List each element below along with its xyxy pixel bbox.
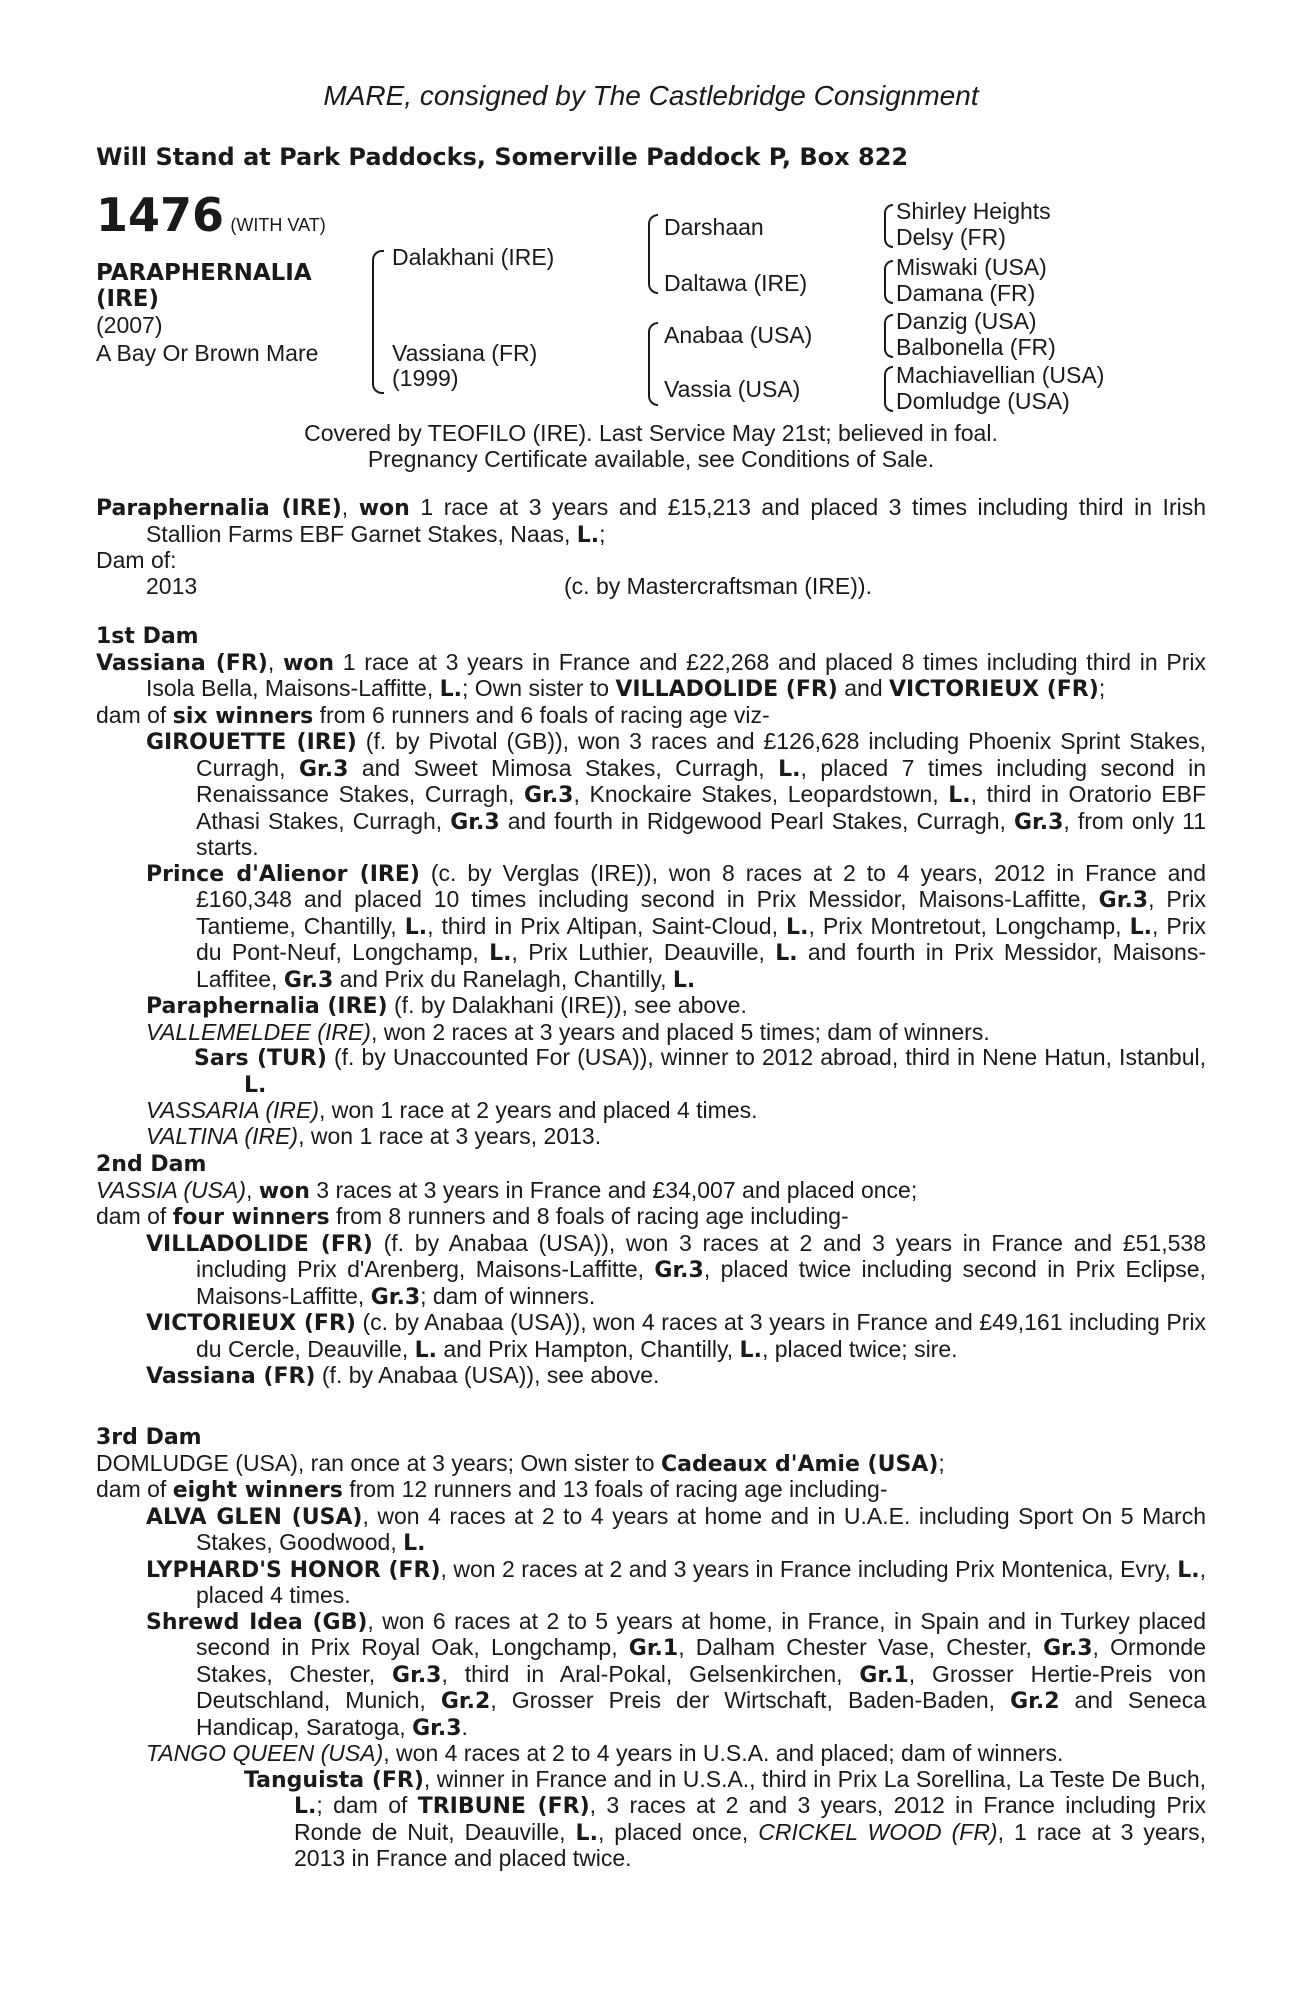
won-label: won	[358, 496, 410, 521]
text: , third in Prix Altipan, Saint-Cloud,	[427, 912, 787, 939]
third-dam-section	[96, 1425, 1206, 1872]
text: DOMLUDGE (USA), ran once at 3 years; Own sister to	[96, 1449, 661, 1476]
grade-label: Gr.3	[1098, 888, 1149, 913]
text: ;	[1098, 675, 1106, 701]
text: , Prix Tantieme, Chantilly,	[196, 886, 1207, 939]
produce-entry	[96, 1020, 1206, 1046]
text: (f. by Unaccounted For (USA)), winner to 2012 abroad, third in Nene Hatun, Istanbul,	[326, 1044, 1207, 1070]
text: , 3 races at 2 and 3 years, 2012 in France including Prix Ronde de Nuit, Deauville,	[294, 1792, 1206, 1845]
text: (c. by Anabaa (USA)), won 4 races at 3 years in France and £49,161 including Prix du Cercle, Deauville,	[196, 1309, 1206, 1362]
produce-name: TRIBUNE (FR)	[417, 1794, 590, 1819]
produce-name: VALTINA (IRE)	[146, 1122, 299, 1149]
dam-record	[96, 1451, 1206, 1478]
sibling-name: VILLADOLIDE (FR)	[615, 677, 838, 702]
text: (f. by Anabaa (USA)), won 3 races at 2 and 3 years in France and £51,538 including Prix d'Arenberg, Maisons-Laffitte,	[196, 1229, 1206, 1282]
dam-dam: Vassia (USA)	[664, 376, 801, 402]
produce-entry	[96, 861, 1206, 994]
grade-label: Gr.3	[654, 1258, 704, 1283]
text: from 6 runners and 6 foals of racing age viz-	[313, 701, 770, 728]
section-heading: 1st Dam	[96, 624, 199, 649]
grade-label: Gr.3	[370, 1284, 421, 1310]
text: from 8 runners and 8 foals of racing age including-	[329, 1203, 849, 1229]
dam-record: VASSIA (USA), won 3 races at 3 years in France and £34,007 and placed once;	[96, 1176, 918, 1204]
text: , from only 11 starts.	[196, 807, 1206, 860]
covered-note	[96, 420, 1206, 472]
produce-entry	[96, 729, 1206, 861]
produce-name: Vassiana (FR)	[146, 1364, 316, 1389]
dam-name: VASSIA (USA)	[96, 1176, 246, 1203]
grade-label: Gr.2	[440, 1689, 491, 1714]
produce-name: CRICKEL WOOD (FR)	[758, 1818, 998, 1845]
text: dam of	[96, 701, 173, 728]
text: (f. by Dalakhani (IRE)), see above.	[387, 992, 747, 1018]
text: , Knockaire Stakes, Leopardstown,	[573, 781, 949, 807]
text: , placed 7 times including second in Renaissance Stakes, Curragh,	[196, 754, 1207, 807]
grade-label: Gr.3	[392, 1662, 442, 1688]
text: , placed twice; sire.	[761, 1335, 958, 1362]
text: , won 1 race at 2 years and placed 4 times.	[318, 1097, 758, 1123]
text: , placed twice including second in Prix Eclipse, Maisons-Laffitte,	[196, 1256, 1206, 1309]
text: , 1 race at 3 years, 2013 in France and placed twice.	[294, 1818, 1207, 1871]
page-title: MARE, consigned by The Castlebridge Consignment	[323, 80, 979, 111]
vat-note: (WITH VAT)	[230, 215, 326, 235]
section-heading: 3rd Dam	[96, 1425, 202, 1450]
mare-record: Paraphernalia (IRE), won 1 race at 3 years and £15,213 and placed 3 times including third in Irish Stallion Farms EBF Garnet Stakes, Naas, L.;	[96, 494, 1207, 548]
pedigree-brace	[884, 314, 893, 358]
produce-name: GIROUETTE (IRE)	[146, 730, 357, 755]
produce-entry	[96, 1363, 1206, 1390]
ped-sss: Shirley Heights	[896, 198, 1051, 224]
text: , Prix Luthier, Deauville,	[511, 939, 776, 965]
produce-name: Shrewd Idea (GB)	[146, 1609, 368, 1635]
grade-label: Gr.3	[1043, 1636, 1093, 1661]
pedigree-brace	[884, 260, 893, 304]
text: (f. by Anabaa (USA)), see above.	[315, 1362, 660, 1388]
dam-name: Vassiana (FR)	[96, 650, 268, 676]
horse-year: (2007)	[96, 312, 163, 338]
text: , won 6 races at 2 to 5 years at home, in France, in Spain and in Turkey placed second in Prix Royal Oak, Longchamp,	[196, 1607, 1207, 1660]
text: and	[837, 675, 890, 701]
produce-entry	[96, 1124, 1206, 1150]
text: , Ormonde Stakes, Chester,	[196, 1634, 1207, 1687]
listed-label: L.	[778, 756, 801, 782]
produce-entry	[96, 1045, 1206, 1098]
pedigree-brace	[648, 322, 658, 406]
produce-year: 2013	[146, 572, 198, 599]
dam-of-line	[96, 1204, 1206, 1231]
text: , won 2 races at 3 years and placed 5 times; dam of winners.	[370, 1018, 990, 1045]
section-heading: 2nd Dam	[96, 1152, 207, 1177]
ped-sds: Miswaki (USA)	[896, 254, 1047, 280]
dam-of-line	[96, 1477, 1206, 1504]
pedigree-brace	[372, 250, 384, 394]
text: , won 4 races at 2 to 4 years at home and in U.A.E. including Sport On 5 March Stakes, Goodwood,	[196, 1502, 1206, 1555]
listed-label: L.	[948, 783, 971, 808]
lot-heading	[96, 188, 326, 242]
text: and fourth in Ridgewood Pearl Stakes, Curragh,	[499, 807, 1014, 834]
sibling-name: VICTORIEUX (FR)	[889, 677, 1099, 702]
sire-dam: Daltawa (IRE)	[664, 270, 808, 296]
produce-name: VICTORIEUX (FR)	[146, 1311, 356, 1336]
produce-entry	[96, 1767, 1206, 1872]
text: ; dam of winners.	[420, 1282, 596, 1309]
covered-line: Covered by TEOFILO (IRE). Last Service May 21st; believed in foal.	[304, 420, 998, 446]
sire-sire: Darshaan	[664, 214, 764, 240]
listed-label: L.	[244, 1072, 267, 1098]
text: , placed 4 times.	[196, 1555, 1207, 1608]
text: , won 4 races at 2 to 4 years in U.S.A. and placed; dam of winners.	[383, 1740, 1064, 1766]
text: , placed once,	[597, 1818, 759, 1845]
produce-name: Sars (TUR)	[194, 1046, 327, 1071]
text: from 12 runners and 13 foals of racing age including-	[342, 1476, 888, 1502]
listed-label: L.	[775, 941, 798, 966]
horse-description: A Bay Or Brown Mare	[96, 340, 319, 366]
listed-label: L.	[404, 914, 428, 940]
sibling-name: Cadeaux d'Amie (USA)	[660, 1451, 939, 1477]
grade-label: Gr.3	[412, 1715, 462, 1741]
text: , Grosser Preis der Wirtschaft, Baden-Baden,	[490, 1687, 1011, 1713]
text: , won 2 races at 2 and 3 years in France including Prix Montenica, Evry,	[440, 1555, 1178, 1582]
listed-label: L.	[403, 1531, 426, 1556]
produce-name: TANGO QUEEN (USA)	[146, 1740, 384, 1766]
produce-name: ALVA GLEN (USA)	[146, 1504, 363, 1530]
listed-label: L.	[1129, 914, 1152, 940]
text: (c. by Verglas (IRE)), won 8 races at 2 to 4 years, 2012 in France and £160,348 and placed 10 times including second in Prix Messidor, Maisons-Laffitte,	[196, 859, 1206, 912]
horse-name: PARAPHERNALIA	[96, 260, 312, 286]
listed-label: L.	[739, 1337, 762, 1363]
mare-text: 1 race at 3 years and £15,213 and placed 3 times including third in Irish Stallion Farms EBF Garnet Stakes, Naas,	[146, 494, 1207, 547]
produce-name: Paraphernalia (IRE)	[146, 994, 388, 1019]
ped-dss: Danzig (USA)	[896, 308, 1037, 334]
ped-sdd: Damana (FR)	[896, 280, 1036, 306]
produce-entry	[96, 1557, 1206, 1609]
winners-count: six winners	[172, 703, 314, 729]
dam-record: Vassiana (FR), won 1 race at 3 years in France and £22,268 and placed 8 times including third in Prix Isola Bella, Maisons-Laffitte, L.; Own sister to VILLADOLIDE (FR) and VICTORIEUX (FR);	[96, 648, 1207, 702]
text: and Prix Hampton, Chantilly,	[437, 1335, 740, 1362]
ped-ssd: Delsy (FR)	[896, 224, 1006, 250]
text: dam of	[96, 1203, 173, 1229]
text: dam of	[96, 1476, 173, 1502]
second-dam-section	[96, 1152, 1206, 1390]
text: (f. by Pivotal (GB)), won 3 races and £126,628 including Phoenix Sprint Stakes, Curragh,	[196, 728, 1206, 781]
won-label: won	[258, 1178, 310, 1204]
listed-label: L.	[672, 967, 696, 993]
grade-label: Gr.3	[283, 967, 334, 993]
text: , Prix Montretout, Longchamp,	[808, 912, 1130, 939]
text: and Sweet Mimosa Stakes, Curragh,	[348, 754, 779, 781]
dam: Vassiana (FR)	[392, 340, 538, 366]
produce-name: VASSARIA (IRE)	[146, 1097, 319, 1123]
text: ; dam of	[316, 1792, 418, 1818]
text: 1 race at 3 years in France and £22,268 and placed 8 times including third in Prix Isola Bella, Maisons-Laffitte,	[146, 648, 1207, 701]
listed-label: L.	[576, 522, 600, 548]
text: , winner in France and in U.S.A., third in Prix La Sorellina, La Teste De Buch,	[423, 1765, 1206, 1792]
lot-number: 1476	[96, 188, 225, 242]
pregnancy-line: Pregnancy Certificate available, see Conditions of Sale.	[367, 446, 935, 472]
listed-label: L.	[1177, 1557, 1200, 1583]
listed-label: L.	[786, 914, 809, 940]
text: 3 races at 3 years in France and £34,007 and placed once;	[309, 1176, 918, 1203]
produce-name: Tanguista (FR)	[244, 1767, 424, 1793]
text: , Dalham Chester Vase, Chester,	[678, 1634, 1044, 1660]
produce-name: VILLADOLIDE (FR)	[146, 1231, 373, 1257]
dam-of-label: Dam of:	[96, 547, 177, 573]
text: , third in Aral-Pokal, Gelsenkirchen,	[441, 1660, 860, 1687]
pedigree-brace	[648, 214, 658, 294]
produce-desc: (c. by Mastercraftsman (IRE)).	[564, 572, 872, 599]
text: and Seneca Handicap, Saratoga,	[196, 1687, 1206, 1740]
text: ; Own sister to	[462, 675, 616, 701]
horse-country: (IRE)	[96, 286, 160, 312]
produce-entry	[96, 1609, 1206, 1742]
text: , Grosser Hertie-Preis von Deutschland, Munich,	[196, 1660, 1206, 1713]
produce-row	[96, 574, 1206, 600]
text: and Prix du Ranelagh, Chantilly,	[333, 965, 673, 992]
stand-location: Will Stand at Park Paddocks, Somerville Paddock P, Box 822	[96, 143, 909, 171]
pedigree-brace	[884, 204, 893, 248]
grade-label: Gr.3	[298, 756, 349, 782]
listed-label: L.	[294, 1794, 317, 1819]
mare-summary	[96, 495, 1206, 600]
produce-name: LYPHARD'S HONOR (FR)	[146, 1557, 441, 1583]
punct: ;	[599, 520, 606, 547]
grade-label: Gr.3	[524, 783, 574, 808]
won-label: won	[282, 650, 335, 676]
winners-count: four winners	[172, 1205, 330, 1230]
listed-label: L.	[439, 677, 462, 702]
text: ;	[938, 1449, 945, 1476]
produce-entry	[96, 1310, 1206, 1363]
produce-entry	[96, 993, 1206, 1020]
pedigree-brace	[884, 366, 893, 412]
winners-count: eight winners	[172, 1478, 343, 1503]
grade-label: Gr.3	[450, 809, 500, 835]
listed-label: L.	[575, 1820, 598, 1846]
produce-entry	[96, 1098, 1206, 1124]
first-dam-section	[96, 624, 1206, 1149]
text: and fourth in Prix Messidor, Maisons-Laffitee,	[196, 939, 1206, 992]
dam-of-line	[96, 703, 1206, 730]
ped-dds: Machiavellian (USA)	[896, 362, 1105, 388]
produce-entry	[96, 1741, 1206, 1767]
grade-label: Gr.1	[628, 1636, 679, 1661]
text: .	[461, 1713, 468, 1740]
grade-label: Gr.1	[859, 1662, 909, 1688]
ped-dsd: Balbonella (FR)	[896, 334, 1056, 360]
grade-label: Gr.2	[1010, 1689, 1060, 1714]
sire: Dalakhani (IRE)	[392, 244, 555, 270]
mare-name: Paraphernalia (IRE)	[96, 496, 342, 521]
grade-label: Gr.3	[1013, 809, 1064, 835]
produce-name: Prince d'Alienor (IRE)	[146, 861, 420, 887]
dam-year: (1999)	[392, 365, 459, 391]
ped-ddd: Domludge (USA)	[896, 388, 1070, 414]
produce-name: VALLEMELDEE (IRE)	[146, 1018, 371, 1045]
listed-label: L.	[414, 1337, 437, 1363]
produce-entry	[96, 1231, 1206, 1311]
listed-label: L.	[489, 941, 512, 966]
text: , won 1 race at 3 years, 2013.	[298, 1122, 602, 1149]
pedigree-table	[96, 188, 1206, 422]
text: , Prix du Pont-Neuf, Longchamp,	[196, 912, 1207, 965]
dam-sire: Anabaa (USA)	[664, 322, 813, 348]
produce-entry	[96, 1504, 1206, 1557]
text: , third in Oratorio EBF Athasi Stakes, Curragh,	[196, 781, 1206, 834]
